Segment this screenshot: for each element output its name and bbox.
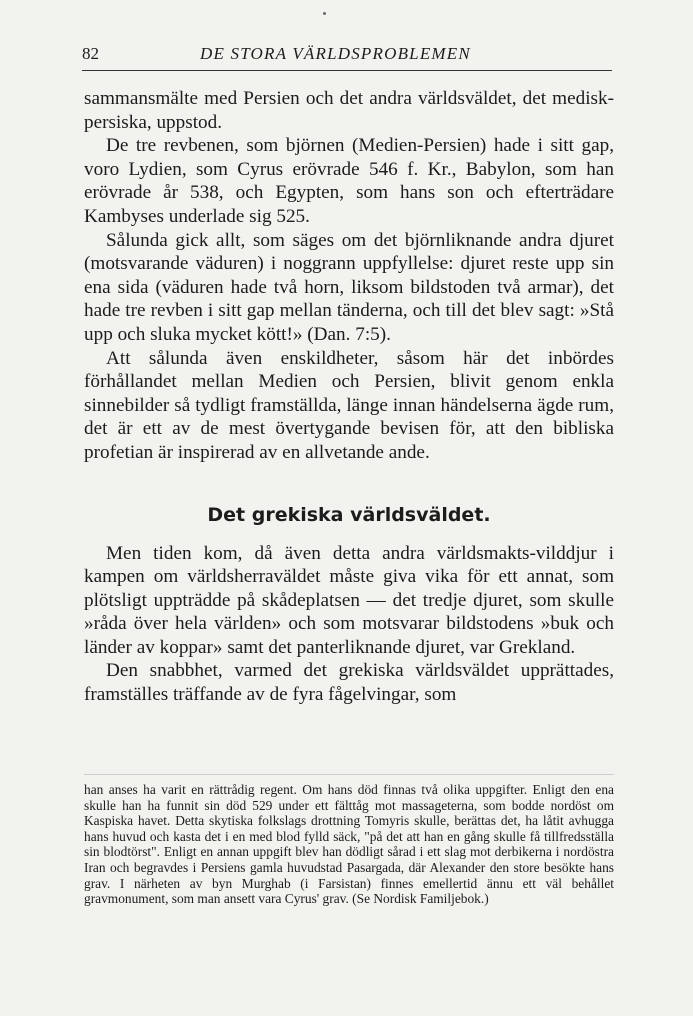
- section-heading: Det grekiska världsväldet.: [207, 503, 491, 526]
- running-title: DE STORA VÄRLDSPROBLEMEN: [200, 44, 471, 63]
- page-header: [82, 44, 612, 71]
- printing-speck: [323, 12, 326, 15]
- paragraph: Men tiden kom, då även detta andra världsmakts-vilddjur i kampen om världsherraväldet måste giva vika för ett annat, som plötsligt uppträdde på skådeplatsen — det tredje djuret, som skulle »råda över hela världen» och som motsvarar bildstodens »buk och länder av koppar» samt det panterliknande djuret, var Grekland.: [84, 542, 614, 658]
- paragraph: Att sålunda även enskildheter, såsom här det inbördes förhållandet mellan Medien och Persien, blivit genom enkla sinnebilder så tydligt framställda, länge innan händelserna ägde rum, det är ett av de mest övertygande bevisen för, att den bibliska profetian är inspirerad av en allvetande ande.: [84, 347, 614, 463]
- paragraph: De tre revbenen, som björnen (Medien-Persien) hade i sitt gap, voro Lydien, som Cyrus erövrade 546 f. Kr., Babylon, som han erövrade år 538, och Egypten, som hans son och efterträdare Kambyses underlade sig 525.: [84, 135, 614, 227]
- main-text: [84, 87, 614, 707]
- paragraph: Den snabbhet, varmed det grekiska världsväldet upprättades, framställes träffande av de fyra fågelvingar, som: [84, 660, 614, 706]
- footnote-separator: [84, 774, 614, 775]
- paragraph: sammansmälte med Persien och det andra världsväldet, det medisk-persiska, uppstod.: [84, 88, 614, 133]
- page-number: 82: [82, 44, 99, 63]
- footnote: han anses ha varit en rättrådig regent. Om hans död finnas två olika uppgifter. Enligt den ena skulle han ha funnit sin död 529 under ett fälttåg mot massageterna, som bodde nordöst om Kaspiska havet. Detta skytiska folkslags drottning Tomyris skulle, berättas det, ha låtit avhugga hans huvud och kasta det i en med blod fylld säck, "på det att han en gång skulle få tillfredsställa sin blodtörst". Enligt en annan uppgift blev han dödligt sårad i ett slag mot derbikerna i nordöstra Iran och begravdes i Persiens gamla huvudstad Pasargada, där Alexander den store besökte hans grav. I närheten av byn Murghab (i Farsistan) finnes emellertid ännu ett väl behållet gravmonument, som man ansett vara Cyrus' grav. (Se Nordisk Familjebok.): [84, 782, 614, 907]
- paragraph: Sålunda gick allt, som säges om det björnliknande andra djuret (motsvarande väduren) i noggrann uppfyllelse: djuret reste upp sin ena sida (väduren hade två horn, liksom bildstoden två armar), det hade tre revben i sitt gap mellan tänderna, och till det blev sagt: »Stå upp och sluka mycket kött!» (Dan. 7:5).: [84, 229, 614, 345]
